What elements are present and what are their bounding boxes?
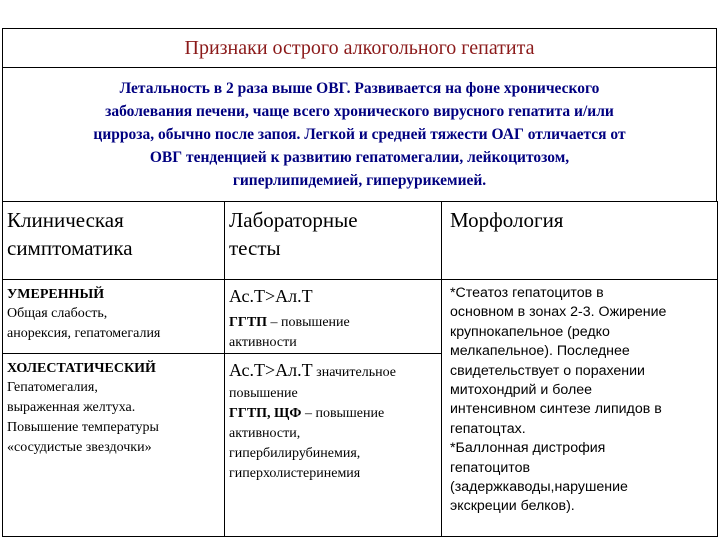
cholestatic-lab-main-line xyxy=(229,359,437,384)
cholestatic-lab-line-5: гиперхолистеринемия xyxy=(229,466,361,481)
moderate-clinical-cell xyxy=(3,280,225,354)
cholestatic-text-1: Гепатомегалия, xyxy=(7,380,98,395)
moderate-caption: УМЕРЕННЫЙ xyxy=(7,287,105,302)
cholestatic-text-4: «сосудистые звездочки» xyxy=(7,440,152,455)
moderate-lab-cell xyxy=(225,280,442,354)
cholestatic-text-2: выраженная желтуха. xyxy=(7,400,136,415)
cholestatic-clinical-cell xyxy=(3,354,225,537)
morph-line-11: (задержкаводы,нарушение xyxy=(450,479,628,496)
cholestatic-lab-main: Ас.Т>Ал.Т xyxy=(229,360,313,380)
cholestatic-lab-main-suffix: значительное xyxy=(312,365,396,380)
morph-line-7: интенсивном синтезе липидов в xyxy=(450,401,662,418)
morph-line-6: митохондрий и более xyxy=(450,382,592,399)
intro-paragraph xyxy=(2,67,717,202)
morph-line-1: *Стеатоз гепатоцитов в xyxy=(450,285,604,301)
header-clinical xyxy=(3,202,225,280)
cholestatic-lab-line-2 xyxy=(229,404,437,424)
header-clinical-line-1: Клиническая xyxy=(7,208,124,232)
header-clinical-line-2: симптоматика xyxy=(7,236,133,260)
moderate-lab-line-1 xyxy=(229,313,437,333)
intro-line-1: Летальность в 2 раза выше ОВГ. Развивается на фоне хронического xyxy=(119,80,600,97)
header-lab-line-2: тесты xyxy=(229,236,281,260)
slide-title xyxy=(2,28,717,68)
hepatitis-table xyxy=(2,201,718,537)
moderate-lab-line-2: активности xyxy=(229,335,297,350)
moderate-lab-ggtp: ГГТП xyxy=(229,315,268,330)
morph-line-5: свидетельствует о порахении xyxy=(450,362,645,379)
header-lab xyxy=(225,202,442,280)
intro-line-3 xyxy=(9,123,710,146)
header-morphology xyxy=(442,202,718,280)
morph-line-3: крупнокапельное (редко xyxy=(450,323,610,340)
table-row-moderate xyxy=(3,280,718,354)
moderate-text-2: анорексия, гепатомегалия xyxy=(7,326,161,341)
intro-line-5: гиперлипидемией, гиперурикемией. xyxy=(232,172,487,189)
moderate-text-1: Общая слабость, xyxy=(7,306,108,321)
cholestatic-lab-line-4: гипербилирубинемия, xyxy=(229,446,361,461)
intro-line-3b: отличается от xyxy=(527,126,626,143)
morphology-cell xyxy=(442,280,718,537)
cholestatic-lab-ggtp-alp: ГГТП, ЩФ xyxy=(229,406,302,421)
header-lab-line-1: Лабораторные xyxy=(229,208,358,232)
morph-line-8: гепатоцтах. xyxy=(450,420,526,437)
cholestatic-text-3: Повышение температуры xyxy=(7,420,159,435)
slide-title-text: Признаки острого алкогольного гепатита xyxy=(184,37,535,59)
moderate-lab-main: Ас.Т>Ал.Т xyxy=(229,286,313,306)
cholestatic-caption: ХОЛЕСТАТИЧЕСКИЙ xyxy=(7,361,156,376)
moderate-lab-increase: – повышение xyxy=(267,315,350,330)
morph-line-12: экскреции белков). xyxy=(450,498,575,515)
intro-line-4: ОВГ тенденцией к развитию гепатомегалии, лейкоцитозом, xyxy=(149,149,570,166)
morph-line-10: гепатоцитов xyxy=(450,459,531,476)
table-header-row xyxy=(3,202,718,280)
cholestatic-lab-cell xyxy=(225,354,442,537)
intro-line-2: заболевания печени, чаще всего хронического вирусного гепатита и/или xyxy=(105,103,614,120)
cholestatic-lab-line-1: повышение xyxy=(229,386,298,401)
intro-line-3a: цирроза, обычно после запоя. Легкой и средней тяжести ОАГ xyxy=(93,126,528,143)
cholestatic-lab-line-3: активности, xyxy=(229,426,301,441)
morph-line-4: мелкапельное). Последнее xyxy=(450,343,630,360)
morph-line-9: *Баллонная дистрофия xyxy=(450,440,606,457)
morph-line-2: основном в зонах 2-3. Ожирение xyxy=(450,304,667,321)
cholestatic-lab-increase: – повышение xyxy=(301,406,385,421)
header-morphology-text: Морфология xyxy=(450,208,564,232)
